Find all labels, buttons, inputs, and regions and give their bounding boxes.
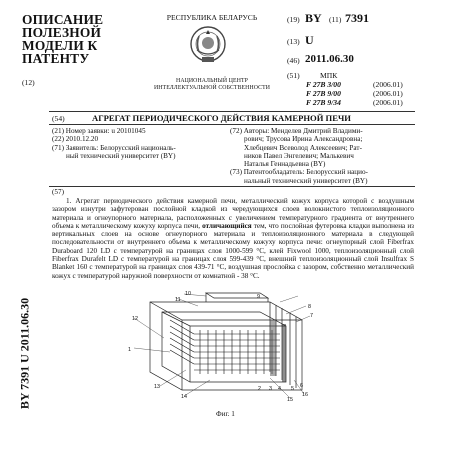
application-number: (21) Номер заявки: u 20101045: [52, 127, 146, 135]
figure-label: 16: [302, 392, 308, 398]
figure-label: 8: [308, 304, 311, 310]
code-54: (54): [52, 114, 65, 123]
ipc-version: (2006.01): [373, 89, 403, 98]
ipc-version: (2006.01): [373, 98, 403, 107]
figure-label: 10: [185, 291, 191, 297]
claim-part: 1. Агрегат периодического действия камерной печи, металлический кожух корпуса которой с воздушным зазором изнутри зафутерован послойной кладкой из чередующихся слоев волокнистого теплоизоляционного материала и огнеупорного материала, расположенных с увеличением температурного градиента от внутреннего объема к металлическому кожуху корпуса печи,: [52, 197, 414, 230]
authors-line: (72) Авторы: Менделев Дмитрий Владими-: [230, 127, 363, 135]
figure-label: 12: [132, 316, 138, 322]
figure-label: 11: [175, 297, 181, 303]
ipc-label: МПК: [320, 71, 338, 80]
republic-label: РЕСПУБЛИКА БЕЛАРУСЬ: [166, 13, 258, 22]
figure-label: 5: [291, 386, 294, 392]
claim-text: [52, 197, 414, 280]
author-fields: [230, 127, 420, 185]
figure-label: 2: [258, 386, 261, 392]
code-19: (19): [287, 15, 300, 24]
ipc-class: F 27B 9/34: [306, 98, 341, 107]
code-51: (51): [287, 71, 300, 80]
applicant-line: (71) Заявитель: Белорусский националь-: [52, 143, 176, 152]
ipc-class: F 27B 9/00: [306, 89, 341, 98]
figure-label: 7: [310, 313, 313, 319]
figure-label: 13: [154, 384, 160, 390]
title-code: (12): [22, 78, 35, 87]
state-emblem-icon: [187, 24, 229, 66]
divider: [49, 111, 415, 112]
authors-line: Хлебцевич Всеволод Алексеевич; Рат-: [244, 143, 362, 152]
figure-caption: Фиг. 1: [216, 410, 235, 418]
divider: [49, 186, 415, 187]
document-title: ОПИСАНИЕ ПОЛЕЗНОЙ МОДЕЛИ К ПАТЕНТУ: [22, 12, 104, 66]
ipc-class: F 27B 3/00: [306, 80, 341, 89]
application-fields: [52, 127, 222, 160]
patent-number: 7391: [345, 11, 369, 25]
ipc-version: (2006.01): [373, 80, 403, 89]
owner-line: нальный технический университет (BY): [244, 176, 368, 185]
code-13: (13): [287, 37, 300, 46]
authors-line: Наталья Геннадьевна (BY): [244, 160, 326, 169]
authors-line: ников Павел Энгелевич; Малькевич: [244, 151, 354, 160]
figure-label: 15: [287, 397, 293, 403]
owner-line: (73) Патентообладатель: Белорусский нацио-: [230, 168, 368, 177]
figure-label: 3: [269, 386, 272, 392]
furnace-drawing: [120, 290, 325, 402]
figure-label: 6: [300, 383, 303, 389]
side-document-code: BY 7391 U 2011.06.30: [17, 297, 32, 410]
claims-code: (57): [52, 188, 64, 196]
publication-date: 2011.06.30: [305, 53, 354, 65]
figure-label: 14: [181, 394, 187, 400]
filing-date: (22) 2010.12.20: [52, 135, 99, 144]
claim-part: тем, что послойная футеровка кладки выполнена из вертикальных слоев на основе огнеупорного материала и теплоизоляционного материала в следующей последовательности от внутреннего объема к металлическому кожуху корпуса печи: огнеупорный слой Fiberfrax Duraboard 120 LD с температурой на границах слоя 1000-599 °С, клей Fixwool 1000, теплоизоляционный слой Fiberfrax Durafelt LD с температурой на границах слоя 599-439 °С, внешний теплоизоляционный слой Insulfrax S Blanket 160 с температурой на границах слоя 439-71 °С, воздушная прослойка с зазором, собственно металлический кожух с температурой наружной поверхности от комнатной - 38 °С.: [52, 221, 415, 280]
kind-code: U: [305, 33, 314, 47]
code-46: (46): [287, 56, 300, 65]
country-code: BY: [305, 11, 322, 25]
figure-label: 1: [128, 347, 131, 353]
figure-label: 4: [278, 386, 281, 392]
office-name: НАЦИОНАЛЬНЫЙ ЦЕНТР ИНТЕЛЛЕКТУАЛЬНОЙ СОБСТВЕННОСТИ: [153, 78, 271, 91]
code-11: (11): [329, 15, 342, 24]
figure-label: 9: [257, 294, 260, 300]
claim-keyword: отличающийся: [202, 221, 252, 230]
applicant-line: ный технический университет (BY): [66, 151, 176, 160]
invention-title: АГРЕГАТ ПЕРИОДИЧЕСКОГО ДЕЙСТВИЯ КАМЕРНОЙ ПЕЧИ: [92, 113, 351, 123]
divider: [49, 124, 415, 125]
authors-line: рович; Трусова Ирина Александровна;: [244, 135, 363, 144]
